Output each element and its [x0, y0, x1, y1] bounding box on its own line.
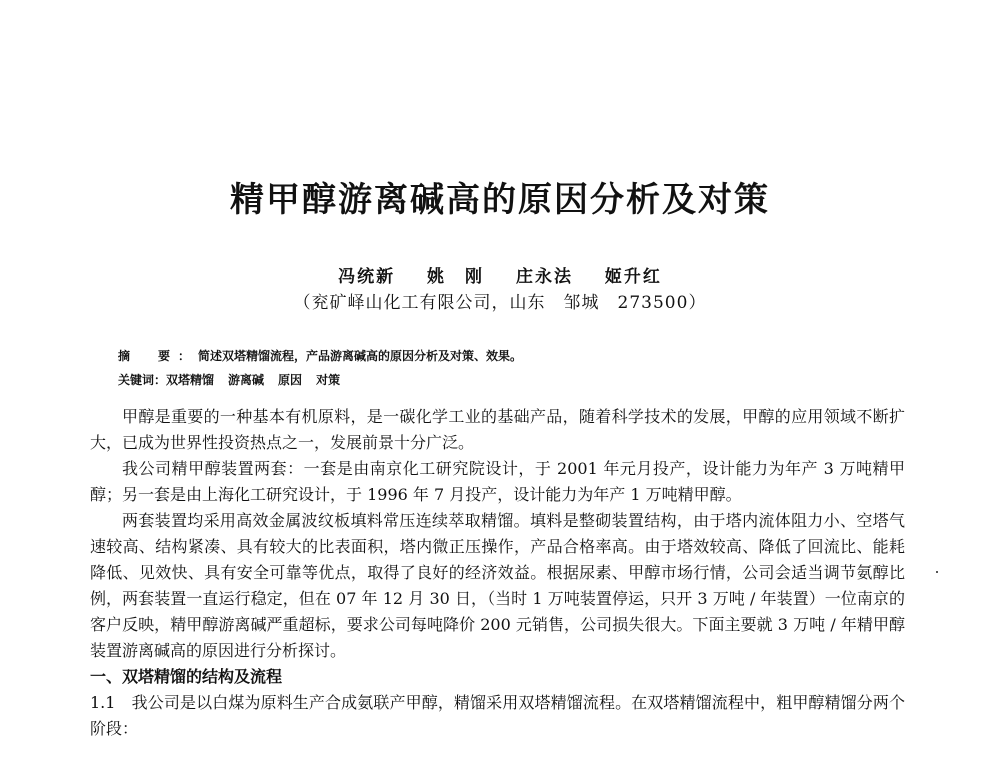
abstract-label: 摘 要：	[118, 349, 199, 363]
author-name: 姬升红	[604, 267, 662, 287]
author-name: 冯统新	[338, 267, 396, 287]
affiliation: （兖矿峄山化工有限公司，山东 邹城 273500）	[293, 293, 707, 313]
keyword: 游离碱	[228, 373, 265, 387]
section-heading: 一、双塔精馏的结构及流程	[90, 667, 283, 686]
body-paragraph: 我公司精甲醇装置两套：一套是由南京化工研究院设计，于 2001 年元月投产，设计能力为年产 3 万吨精甲醇；另一套是由上海化工研究设计，于 1996 年 7 月投产，设计能力为年产 1 万吨精甲醇。	[90, 459, 905, 504]
abstract-text: 简述双塔精馏流程，产品游离碱高的原因分析及对策、效果。	[198, 349, 523, 363]
abstract	[118, 347, 522, 364]
body-text	[90, 404, 905, 742]
keyword: 对策	[316, 373, 341, 387]
keyword: 原因	[278, 373, 303, 387]
numbered-paragraph: 1.1 我公司是以白煤为原料生产合成氨联产甲醇，精馏采用双塔精馏流程。在双塔精馏流程中，粗甲醇精馏分两个阶段：	[90, 693, 905, 738]
body-paragraph: 甲醇是重要的一种基本有机原料，是一碳化学工业的基础产品，随着科学技术的发展，甲醇的应用领域不断扩大，已成为世界性投资热点之一，发展前景十分广泛。	[90, 407, 905, 452]
keywords	[118, 371, 354, 388]
author-list	[0, 262, 1000, 287]
keywords-label: 关键词：	[118, 373, 167, 387]
author-name: 姚 刚	[427, 267, 485, 287]
keyword: 双塔精馏	[166, 373, 215, 387]
body-paragraph: 两套装置均采用高效金属波纹板填料常压连续萃取精馏。填料是整砌装置结构，由于塔内流体阻力小、空塔气速较高、结构紧凑、具有较大的比表面积，塔内微正压操作，产品合格率高。由于塔效较高、降低了回流比、能耗降低、见效快、具有安全可靠等优点，取得了良好的经济效益。根据尿素、甲醇市场行情，公司会适当调节氨醇比例，两套装置一直运行稳定，但在 07 年 12 月 30 日，（当时 1 万吨装置停运，只开 3 万吨 / 年装置）一位南京的客户反映，精甲醇游离碱严重超标，要求公司每吨降价 200 元销售，公司损失很大。下面主要就 3 万吨 / 年精甲醇装置游离碱高的原因进行分析探讨。	[90, 511, 905, 660]
paper-title: 精甲醇游离碱高的原因分析及对策	[230, 180, 770, 220]
scan-speck	[936, 571, 938, 573]
author-name: 庄永法	[515, 267, 573, 287]
